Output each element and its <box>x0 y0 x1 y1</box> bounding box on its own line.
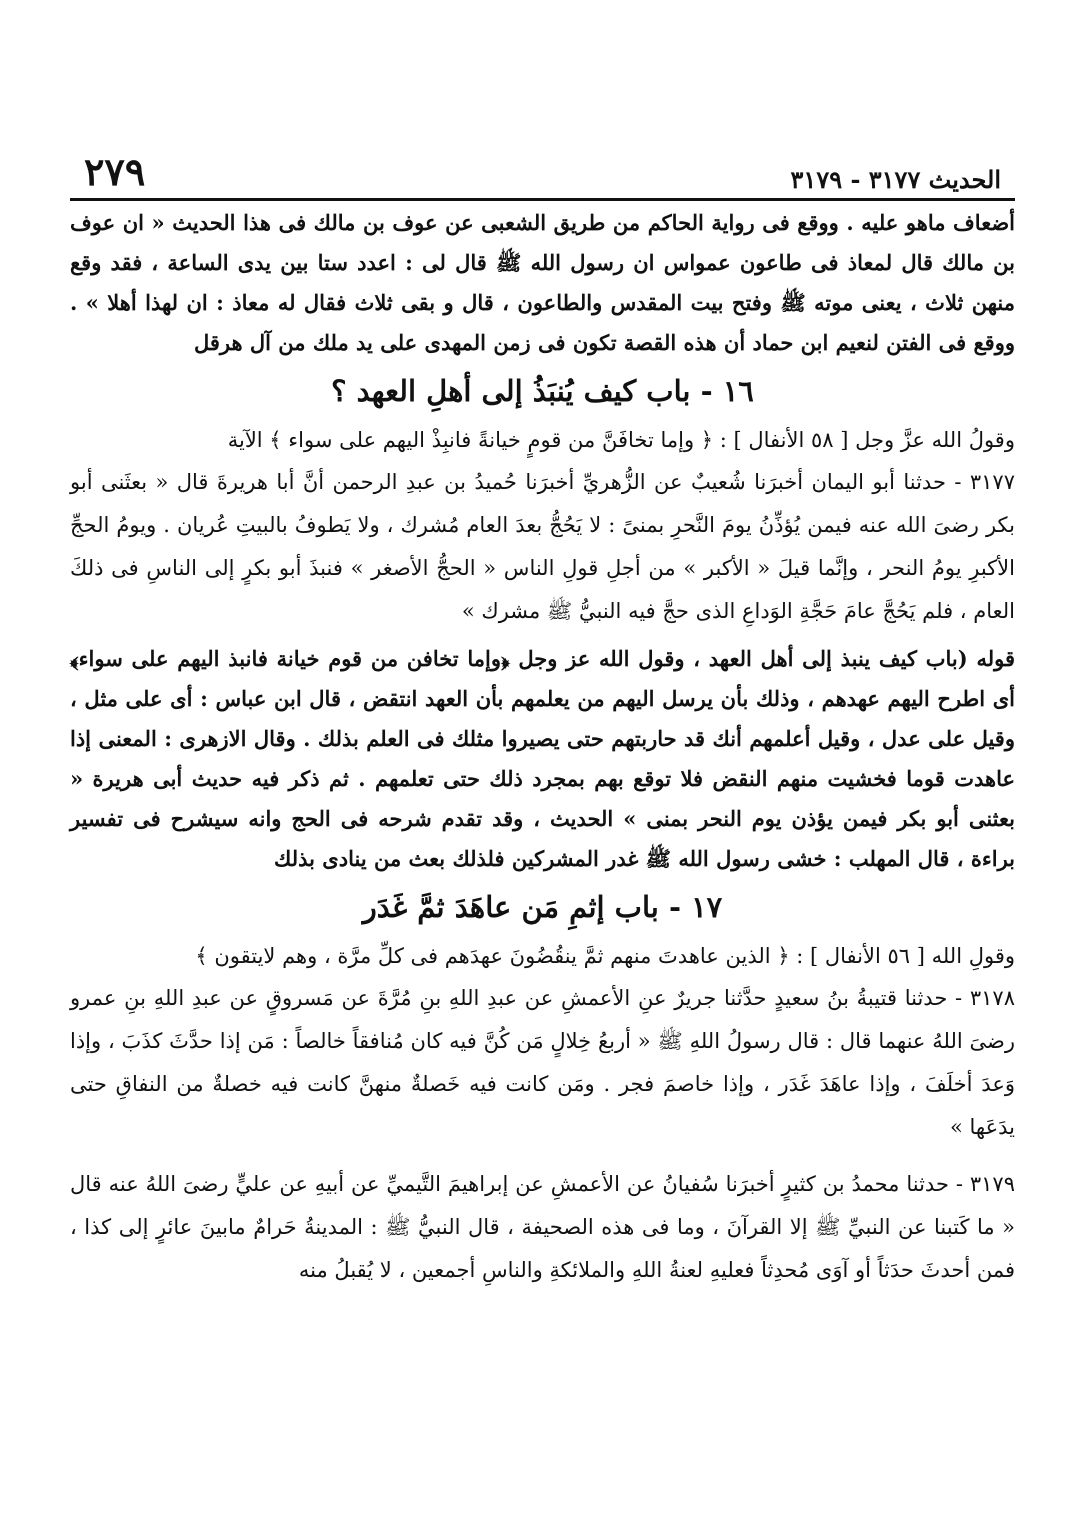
running-header <box>70 150 1015 194</box>
chapter-17-heading: ١٧ - باب إثمِ مَن عاهَدَ ثمَّ غَدَر <box>362 890 723 924</box>
chapter-16-commentary: قوله (باب كيف ينبذ إلى أهل العهد ، وقول الله عز وجل ﴿وإما تخافن من قوم خيانة فانبذ اليهم على سواء﴾ أى اطرح اليهم عهدهم ، وذلك بأن يرسل اليهم من يعلمهم بأن العهد انتقض ، قال ابن عباس : أى على مثل ، وقيل على عدل ، وقيل أعلمهم أنك قد حاربتهم حتى يصيروا مثلك فى العلم بذلك . وقال الازهرى : المعنى إذا عاهدت قوما فخشيت منهم النقض فلا توقع بهم بمجرد ذلك حتى تعلمهم . ثم ذكر فيه حديث أبى هريرة « بعثنى أبو بكر فيمن يؤذن يوم النحر بمنى » الحديث ، وقد تقدم شرحه فى الحج وانه سيشرح فى تفسير براءة ، قال المهلب : خشى رسول الله ﷺ غدر المشركين فلذلك بعث من ينادى بذلك <box>70 646 1015 871</box>
header-rule <box>70 198 1015 201</box>
hadith-range: الحديث ٣١٧٧ - ٣١٧٩ <box>790 165 1001 194</box>
chapter-17-quran-verse: وقولِ الله [ ٥٦ الأنفال ] : ﴿ الذين عاهدتَ منهم ثمَّ ينقُضُونَ عهدَهم فى كلِّ مرَّة ، وهم لايتقون ﴾ <box>195 944 1015 968</box>
hadith-3178: ٣١٧٨ - حدثنا قتيبةُ بنُ سعيدٍ حدَّثنا جريرٌ عنِ الأعمشِ عن عبدِ اللهِ بنِ مُرَّةَ عن مَسروقٍ عن عبدِ اللهِ بنِ عمرو رضىَ اللهُ عنهما قال : قال رسولُ اللهِ ﷺ « أربعُ خِلالٍ مَن كُنَّ فيه كان مُنافقاً خالصاً : مَن إذا حدَّثَ كذَبَ ، وإذا وَعدَ أخلَفَ ، وإذا عاهَدَ غَدَر ، وإذا خاصمَ فجر . ومَن كانت فيه خَصلةٌ منهنَّ كانت فيه خصلةٌ من النفاقِ حتى يدَعَها » <box>70 986 1015 1139</box>
hadith-3177: ٣١٧٧ - حدثنا أبو اليمان أخبرَنا شُعيبٌ عن الزُّهريِّ أخبرَنا حُميدُ بن عبدِ الرحمن أنَّ أبا هريرةَ قال « بعثَنى أبو بكر رضىَ الله عنه فيمن يُؤذِّنُ يومَ النَّحرِ بمنىً : لا يَحُجُّ بعدَ العام مُشرك ، ولا يَطوفُ بالبيتِ عُريان . ويومُ الحجِّ الأكبرِ يومُ النحر ، وإنَّما قيلَ « الأكبر » من أجلِ قولِ الناس « الحجُّ الأصغر » فنبذَ أبو بكرٍ إلى الناسِ فى ذلكَ العام ، فلم يَحُجَّ عامَ حَجَّةِ الوَداعِ الذى حجَّ فيه النبيُّ ﷺ مشرك » <box>70 470 1015 623</box>
page-number: ٢٧٩ <box>84 149 146 194</box>
chapter-16-quran-verse: وقولُ الله عزَّ وجل [ ٥٨ الأنفال ] : ﴿ وإما تخافَنَّ من قومٍ خيانةً فانبِذْ اليهم على سواء ﴾ الآية <box>227 428 1015 452</box>
chapter-16-heading: ١٦ - باب كيف يُنبَذُ إلى أهلِ العهد ؟ <box>331 374 754 408</box>
continuation-paragraph: أضعاف ماهو عليه . ووقع فى رواية الحاكم من طريق الشعبى عن عوف بن مالك فى هذا الحديث « ان عوف بن مالك قال لمعاذ فى طاعون عمواس ان رسول الله ﷺ قال لى : اعدد ستا بين يدى الساعة ، فقد وقع منهن ثلاث ، يعنى موته ﷺ وفتح بيت المقدس والطاعون ، قال و بقى ثلاث فقال له معاذ : ان لهذا أهلا » . ووقع فى الفتن لنعيم ابن حماد أن هذه القصة تكون فى زمن المهدى على يد ملك من آل هرقل <box>70 210 1015 355</box>
hadith-3179: ٣١٧٩ - حدثنا محمدُ بن كثيرٍ أخبرَنا سُفيانُ عن الأعمشِ عن إبراهيمَ التَّيميِّ عن أبيهِ عن عليٍّ رضىَ اللهُ عنه قال « ما كَتبنا عن النبيِّ ﷺ إلا القرآنَ ، وما فى هذه الصحيفة ، قال النبيُّ ﷺ : المدينةُ حَرامٌ مابينَ عائرٍ إلى كذا ، فمن أحدثَ حدَثاً أو آوَى مُحدِثاً فعليهِ لعنةُ اللهِ والملائكةِ والناسِ أجمعين ، لا يُقبلُ منه <box>70 1172 1015 1282</box>
